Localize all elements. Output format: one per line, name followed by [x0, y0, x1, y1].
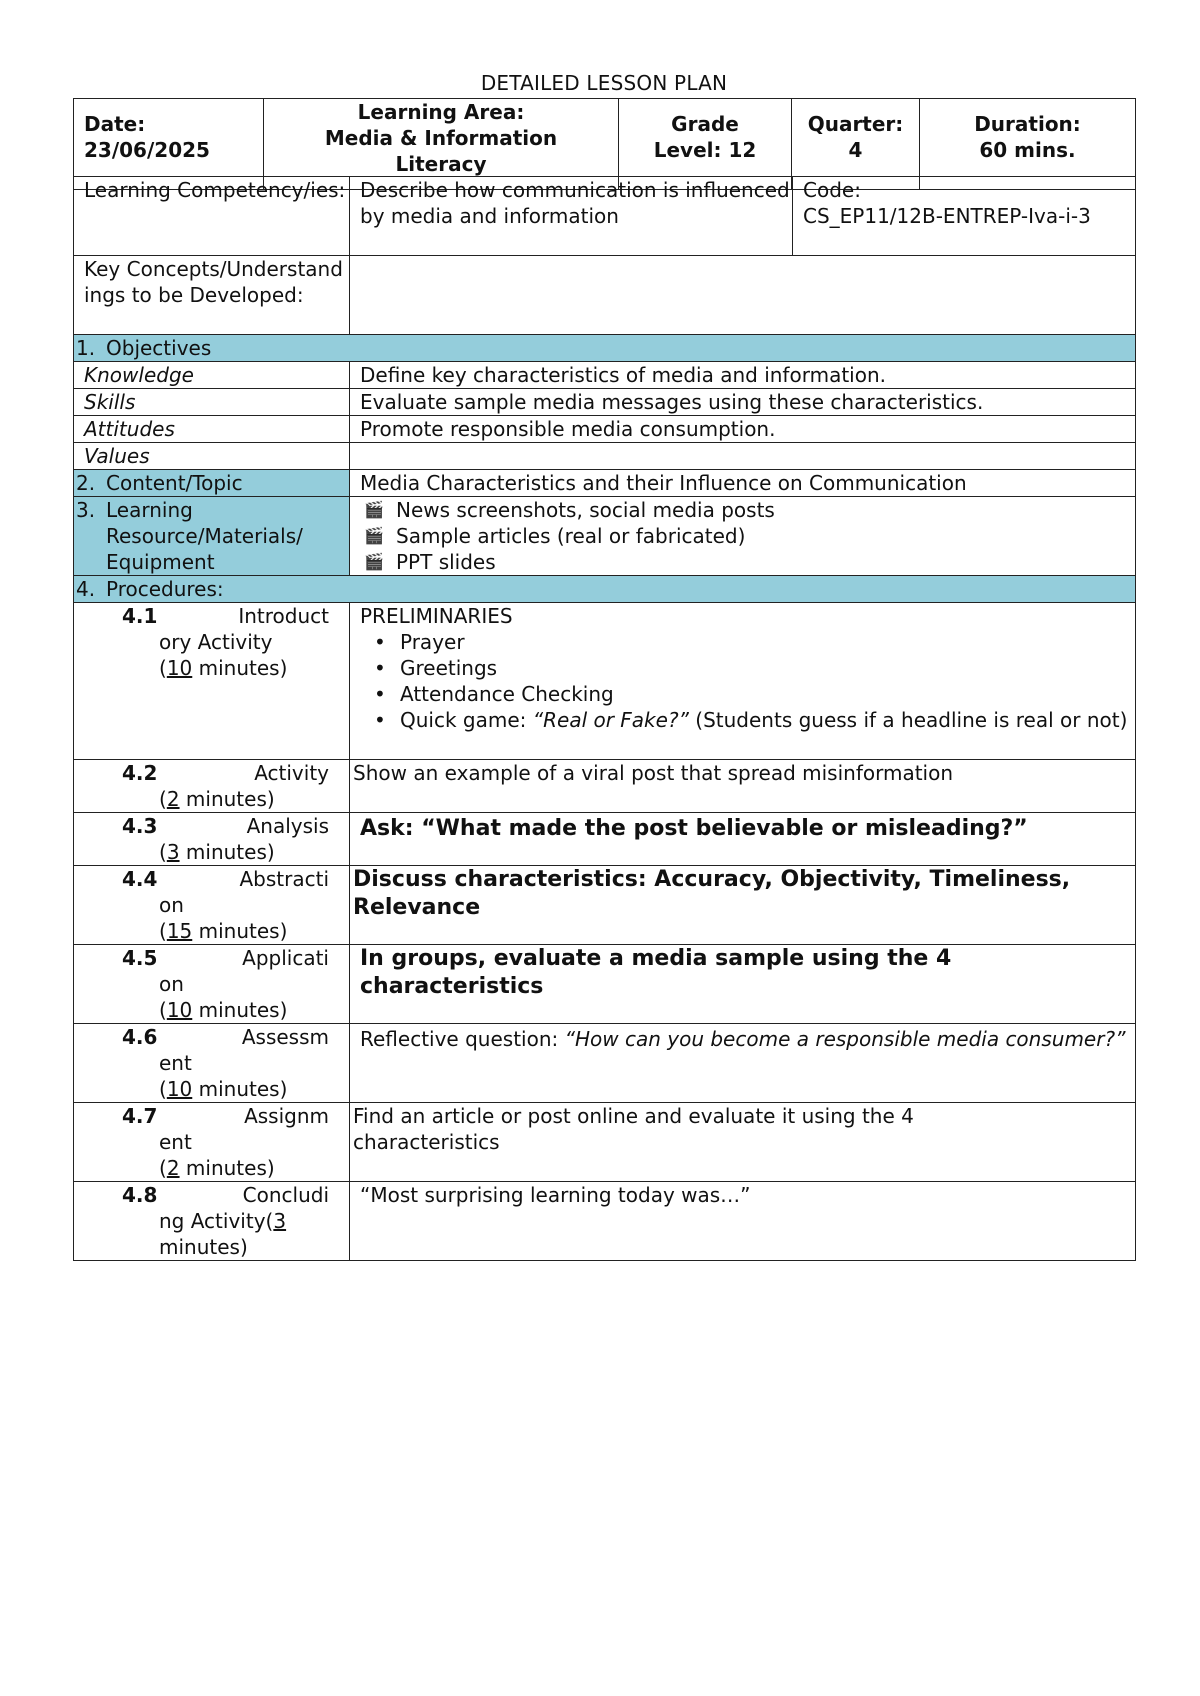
list-item: • Attendance Checking [360, 681, 1135, 707]
step-number: 4.2 [122, 761, 158, 785]
clapperboard-icon: 🎬 [364, 526, 384, 545]
step-duration: (15 minutes) [159, 919, 288, 943]
procedure-step [74, 1024, 350, 1103]
lesson-table [73, 176, 1136, 1261]
date-value: 23/06/2025 [84, 138, 210, 162]
preliminaries-list [360, 629, 1135, 733]
content-number: 2. [76, 471, 96, 495]
learning-area-label: Learning Area: [357, 100, 525, 124]
analysis-text: Ask: “What made the post believable or misleading?” [350, 813, 1136, 866]
step-duration: (3 minutes) [159, 840, 275, 864]
procedures-number: 4. [76, 577, 96, 601]
list-item [360, 497, 1135, 523]
objective-label: Values [74, 443, 350, 470]
content-text: Media Characteristics and their Influence on Communication [350, 470, 1136, 497]
step-number: 4.7 [122, 1104, 158, 1128]
preliminaries-heading: PRELIMINARIES [360, 604, 513, 628]
procedure-step [74, 866, 350, 945]
step-minutes: 3 [273, 1209, 287, 1233]
resources-number: 3. [76, 498, 96, 522]
procedures-header-row [74, 576, 1136, 603]
step-duration: (2 minutes) [159, 1156, 275, 1180]
date-label: Date: [84, 112, 146, 136]
procedure-row [74, 1024, 1136, 1103]
objective-label: Attitudes [74, 416, 350, 443]
document-title: DETAILED LESSON PLAN [480, 71, 728, 95]
resources-row [74, 497, 1136, 576]
step-name: Assignm [244, 1104, 329, 1128]
procedure-row [74, 813, 1136, 866]
quarter-label: Quarter: [807, 112, 904, 136]
step-name: Activity [254, 761, 329, 785]
step-duration: (10 minutes) [159, 998, 288, 1022]
competency-row [74, 177, 1136, 256]
step-number: 4.3 [122, 814, 158, 838]
code-value: CS_EP11/12B-ENTREP-Iva-i-3 [803, 204, 1091, 228]
content-row [74, 470, 1136, 497]
step-name: Concludi [242, 1183, 329, 1207]
concluding-text: “Most surprising learning today was…” [350, 1182, 1136, 1261]
objective-row [74, 362, 1136, 389]
content-header [74, 470, 350, 497]
procedure-step [74, 760, 350, 813]
step-minutes: 2 [166, 787, 180, 811]
resources-label: Learning Resource/Materials/ Equipment [106, 498, 303, 574]
preliminaries-cell [350, 603, 1136, 760]
step-name-cont: ng Activity(3 [159, 1209, 287, 1233]
code-cell [793, 177, 1136, 256]
step-minutes: 10 [166, 656, 193, 680]
key-concepts-label: Key Concepts/Understandings to be Developed: [74, 256, 350, 335]
list-item: • Quick game: “Real or Fake?” (Students guess if a headline is real or not) [360, 707, 1135, 733]
step-minutes: 3 [166, 840, 180, 864]
key-concepts-row [74, 256, 1136, 335]
step-name: Abstracti [239, 867, 329, 891]
objective-row [74, 389, 1136, 416]
step-name: Analysis [246, 814, 329, 838]
resource-text: Sample articles (real or fabricated) [396, 524, 746, 548]
objectives-number: 1. [76, 336, 96, 360]
application-text: In groups, evaluate a media sample using the 4 characteristics [350, 945, 1136, 1024]
procedure-row [74, 1182, 1136, 1261]
resources-header [74, 497, 350, 576]
procedure-step [74, 1182, 350, 1261]
objective-text [350, 443, 1136, 470]
procedure-step [74, 813, 350, 866]
content-label: Content/Topic [106, 471, 243, 495]
step-minutes: 15 [166, 919, 193, 943]
procedures-header [74, 576, 1136, 603]
list-item: • Prayer [360, 629, 1135, 655]
objective-row [74, 416, 1136, 443]
list-item [360, 523, 1135, 549]
competency-text: Describe how communication is influenced by media and information [350, 177, 793, 256]
objective-label: Knowledge [74, 362, 350, 389]
procedure-row [74, 1103, 1136, 1182]
step-name-cont: ory Activity [159, 630, 273, 654]
step-duration: (10 minutes) [159, 656, 288, 680]
grade-value: Level: 12 [653, 138, 757, 162]
objective-text: Evaluate sample media messages using these characteristics. [350, 389, 1136, 416]
assignment-text: Find an article or post online and evaluate it using the 4 characteristics [350, 1103, 1136, 1182]
procedure-step [74, 1103, 350, 1182]
key-concepts-text [350, 256, 1136, 335]
step-duration: minutes) [159, 1235, 248, 1259]
procedure-step [74, 945, 350, 1024]
procedures-label: Procedures: [106, 577, 224, 601]
step-name-cont: on [159, 893, 184, 917]
step-number: 4.5 [122, 946, 158, 970]
objectives-label: Objectives [106, 336, 212, 360]
step-number: 4.6 [122, 1025, 158, 1049]
objective-text: Promote responsible media consumption. [350, 416, 1136, 443]
clapperboard-icon: 🎬 [364, 500, 384, 519]
list-item [360, 549, 1135, 575]
quarter-value: 4 [848, 138, 863, 162]
step-name: Applicati [242, 946, 329, 970]
objective-text: Define key characteristics of media and information. [350, 362, 1136, 389]
step-duration: (10 minutes) [159, 1077, 288, 1101]
learning-area-value: Media & Information Literacy [324, 126, 558, 176]
activity-text: Show an example of a viral post that spread misinformation [350, 760, 1136, 813]
objective-row [74, 443, 1136, 470]
procedure-row [74, 945, 1136, 1024]
objective-label: Skills [74, 389, 350, 416]
abstraction-text: Discuss characteristics: Accuracy, Objectivity, Timeliness, Relevance [350, 866, 1136, 945]
duration-value: 60 mins. [979, 138, 1076, 162]
assessment-question: “How can you become a responsible media consumer?” [564, 1027, 1126, 1051]
procedure-row [74, 866, 1136, 945]
step-number: 4.8 [122, 1183, 158, 1207]
step-name-cont: ent [159, 1130, 192, 1154]
resource-text: PPT slides [396, 550, 496, 574]
step-minutes: 10 [166, 1077, 193, 1101]
step-minutes: 2 [166, 1156, 180, 1180]
procedure-row [74, 760, 1136, 813]
duration-label: Duration: [974, 112, 1081, 136]
objectives-header-row [74, 335, 1136, 362]
resources-list [360, 497, 1135, 575]
step-number: 4.4 [122, 867, 158, 891]
game-title: “Real or Fake?” [532, 708, 689, 732]
step-number: 4.1 [122, 604, 158, 628]
competency-label: Learning Competency/ies: [74, 177, 350, 256]
assessment-cell [350, 1024, 1136, 1103]
step-name: Assessm [241, 1025, 329, 1049]
objectives-header [74, 335, 1136, 362]
step-duration: (2 minutes) [159, 787, 275, 811]
resources-list-cell [350, 497, 1136, 576]
assessment-prefix: Reflective question: [360, 1027, 565, 1051]
code-label: Code: [803, 178, 861, 202]
step-minutes: 10 [166, 998, 193, 1022]
grade-label: Grade [671, 112, 739, 136]
list-item: • Greetings [360, 655, 1135, 681]
procedure-step [74, 603, 350, 760]
step-name-cont: ent [159, 1051, 192, 1075]
step-name-cont: on [159, 972, 184, 996]
step-name: Introduct [238, 604, 329, 628]
clapperboard-icon: 🎬 [364, 552, 384, 571]
procedure-row [74, 603, 1136, 760]
resource-text: News screenshots, social media posts [396, 498, 775, 522]
